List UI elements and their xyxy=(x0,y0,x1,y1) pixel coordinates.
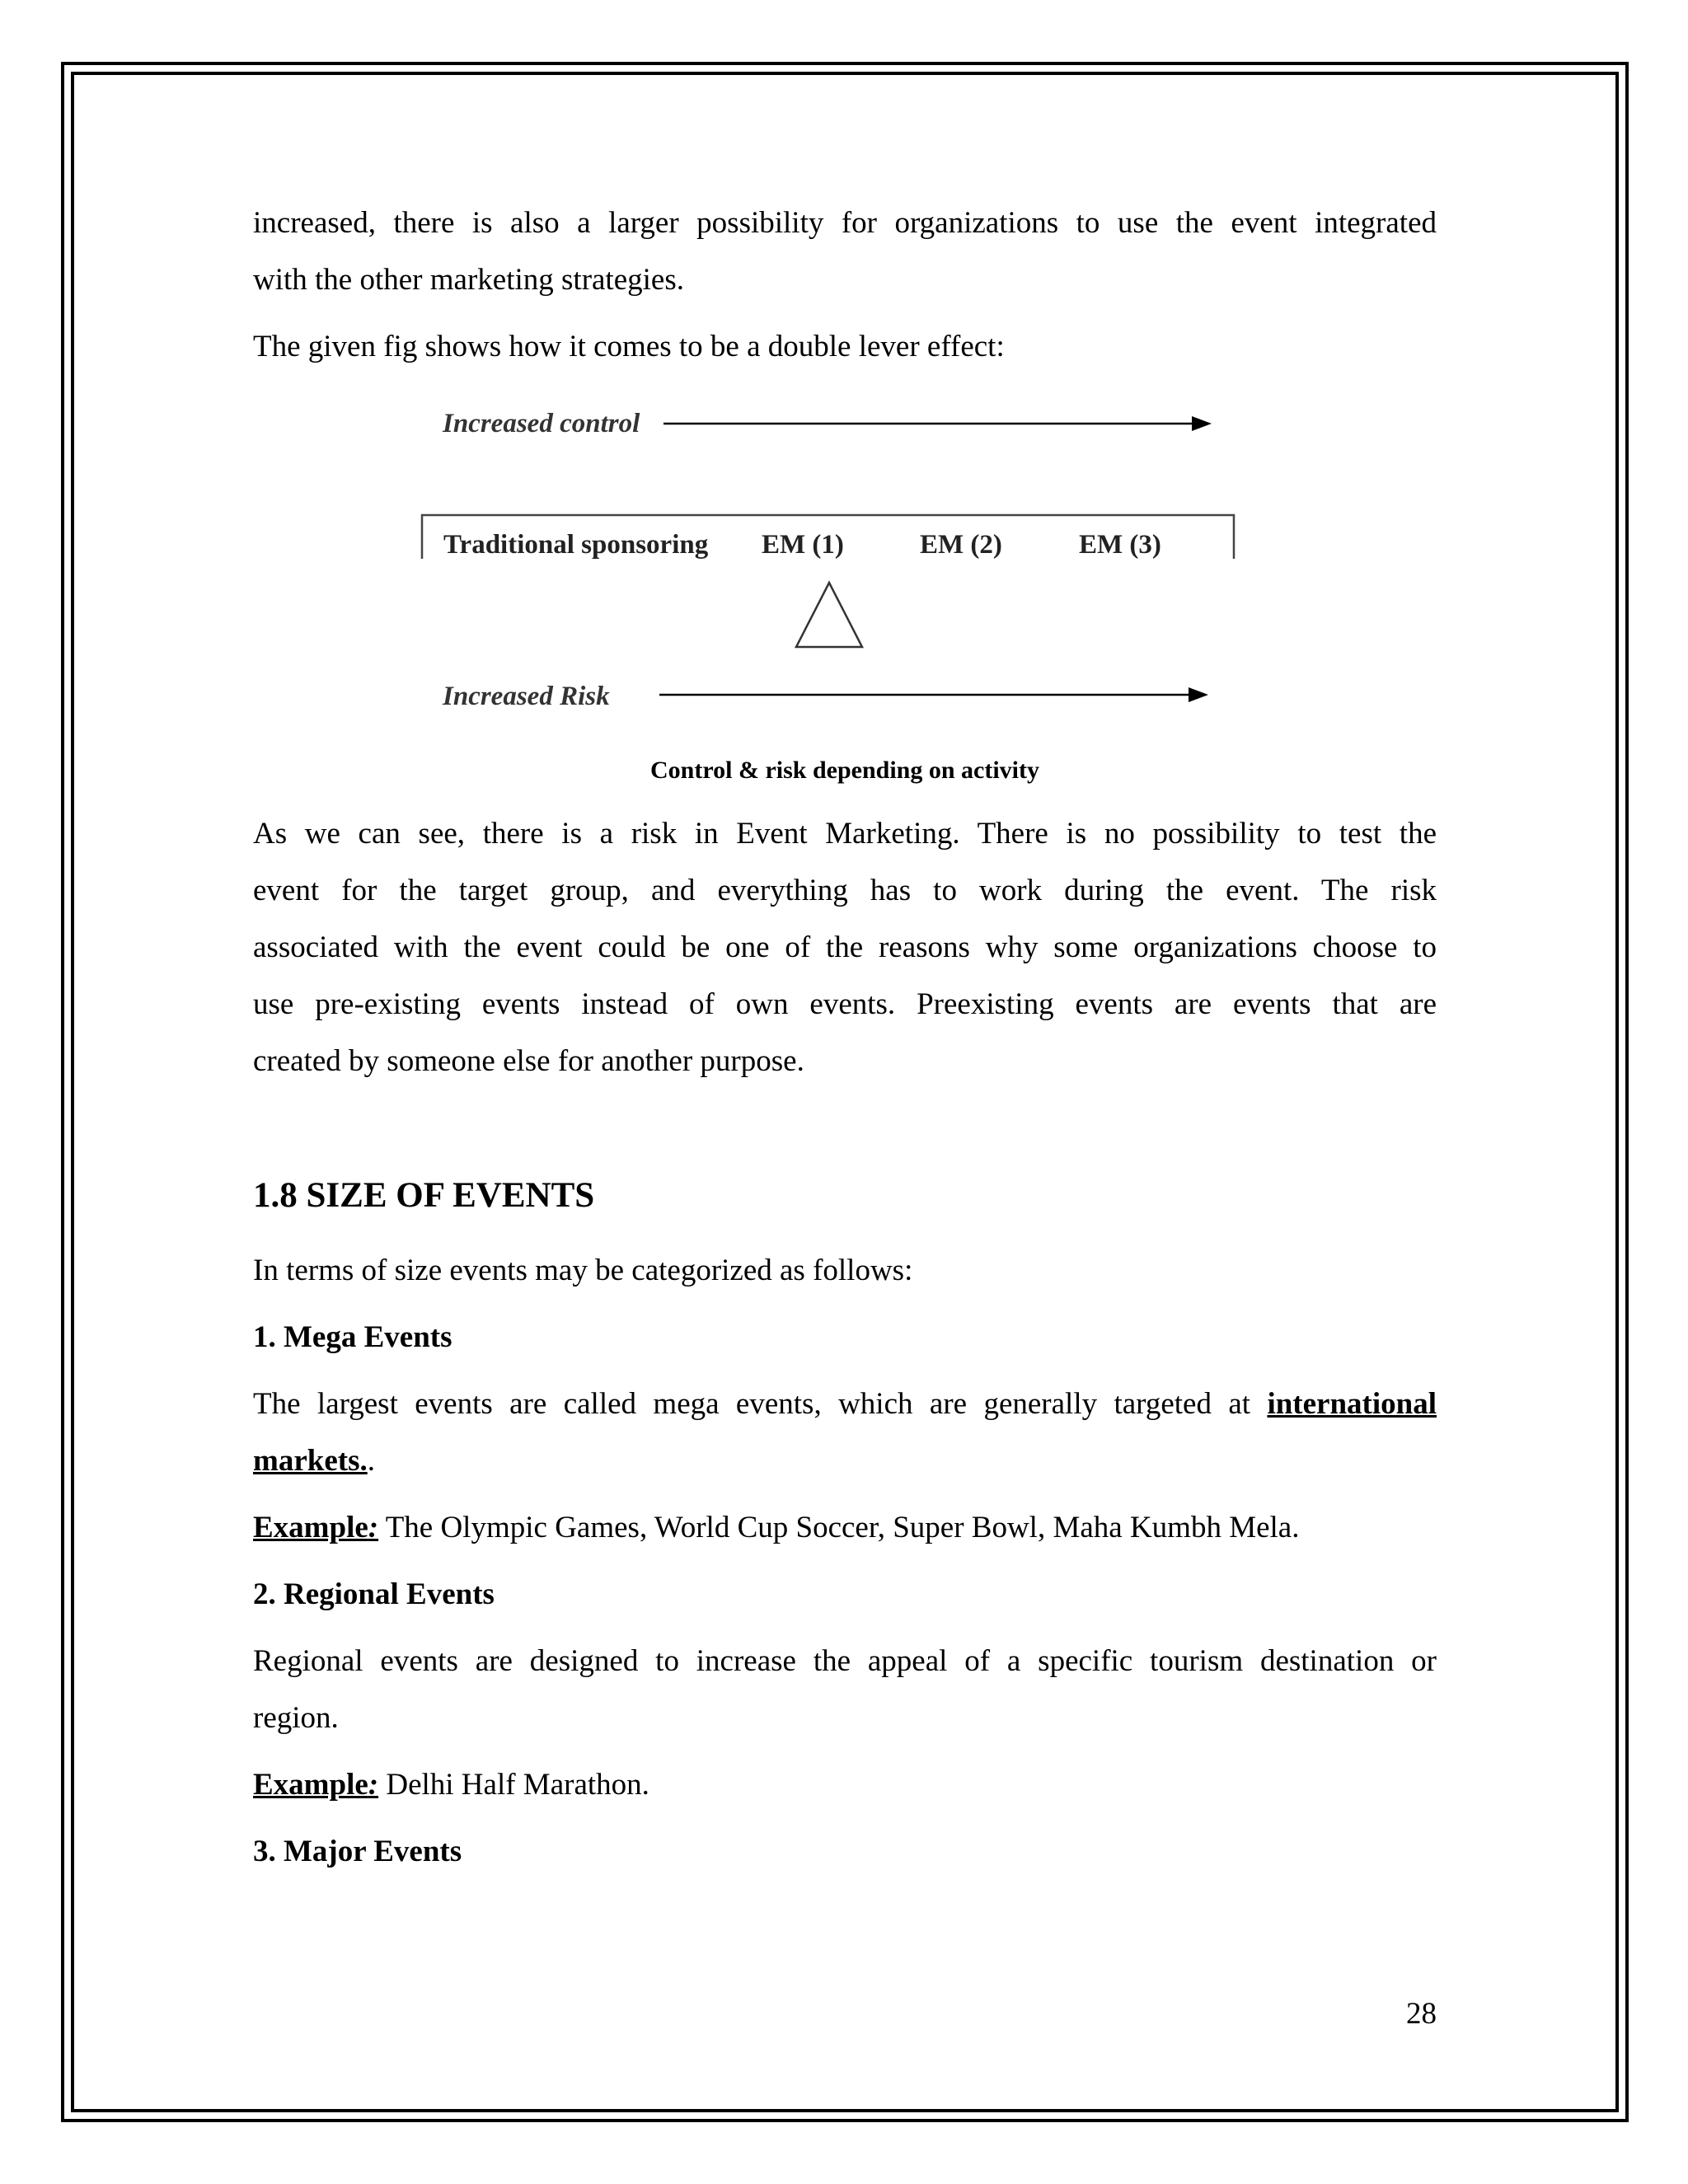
regional-events-paragraph xyxy=(253,1633,1437,1746)
risk-line-1: As we can see, there is a risk in Event Marketing. There is no possibility to test the xyxy=(253,817,1437,851)
figure-caption: Control & risk depending on activity xyxy=(650,757,1039,784)
mega-events-title: 1. Mega Events xyxy=(253,1320,452,1354)
fulcrum-triangle xyxy=(796,583,862,647)
risk-line-2: event for the target group, and everything has to work during the event. The risk xyxy=(253,874,1437,907)
markets-link[interactable]: markets. xyxy=(253,1444,368,1478)
mega-events-line-2 xyxy=(253,1432,1437,1489)
mega-example-line xyxy=(253,1499,1437,1556)
mega-example-colon: : xyxy=(368,1511,379,1544)
increased-risk-label: Increased Risk xyxy=(443,682,610,711)
increased-control-label: Increased control xyxy=(443,409,640,438)
regional-line-1: Regional events are designed to increase the appeal of a specific tourism destination or xyxy=(253,1644,1437,1678)
regional-example-line xyxy=(253,1756,1437,1813)
risk-arrow-head xyxy=(1189,687,1208,702)
mega-events-title-block xyxy=(253,1309,1437,1366)
risk-line-5: created by someone else for another purpose. xyxy=(253,1044,804,1078)
intro-line-2: with the other marketing strategies. xyxy=(253,263,684,297)
mega-example-text: The Olympic Games, World Cup Soccer, Super Bowl, Maha Kumbh Mela. xyxy=(378,1511,1300,1544)
lever-item-em3: EM (3) xyxy=(1079,530,1161,560)
section-intro-line: In terms of size events may be categorized as follows: xyxy=(253,1254,913,1287)
page-number: 28 xyxy=(1406,1997,1437,2031)
regional-line-2: region. xyxy=(253,1701,339,1735)
figure-intro-line: The given fig shows how it comes to be a double lever effect: xyxy=(253,330,1005,363)
lever-item-em1: EM (1) xyxy=(762,530,844,560)
regional-events-title-block xyxy=(253,1566,1437,1623)
major-events-title-block xyxy=(253,1823,1437,1880)
major-events-title: 3. Major Events xyxy=(253,1835,462,1868)
section-heading: 1.8 SIZE OF EVENTS xyxy=(253,1176,595,1215)
international-link[interactable]: international xyxy=(1267,1387,1437,1421)
regional-events-title: 2. Regional Events xyxy=(253,1577,495,1611)
intro-line-1: increased, there is also a larger possibility for organizations to use the event integrated xyxy=(253,206,1437,240)
regional-example-label: Example xyxy=(253,1768,368,1802)
control-arrow-head xyxy=(1192,416,1212,431)
risk-line-3: associated with the event could be one of the reasons why some organizations choose to xyxy=(253,930,1437,964)
risk-line-4: use pre-existing events instead of own events. Preexisting events are events that are xyxy=(253,987,1437,1021)
mega-events-period: . xyxy=(367,1444,375,1478)
regional-example-block xyxy=(253,1756,1437,1813)
lever-item-em2: EM (2) xyxy=(920,530,1002,560)
mega-events-line-1 xyxy=(253,1376,1437,1432)
mega-events-paragraph xyxy=(253,1376,1437,1489)
risk-paragraph xyxy=(253,805,1437,1090)
regional-example-colon: : xyxy=(368,1768,379,1802)
lever-item-traditional: Traditional sponsoring xyxy=(443,530,709,560)
lever-figure-graphics xyxy=(0,0,1688,742)
section-intro xyxy=(253,1242,1437,1299)
mega-example-block xyxy=(253,1499,1437,1556)
regional-example-text: Delhi Half Marathon. xyxy=(378,1768,649,1802)
mega-events-text: The largest events are called mega events, which are generally targeted at xyxy=(253,1387,1268,1421)
mega-example-label: Example xyxy=(253,1511,368,1544)
